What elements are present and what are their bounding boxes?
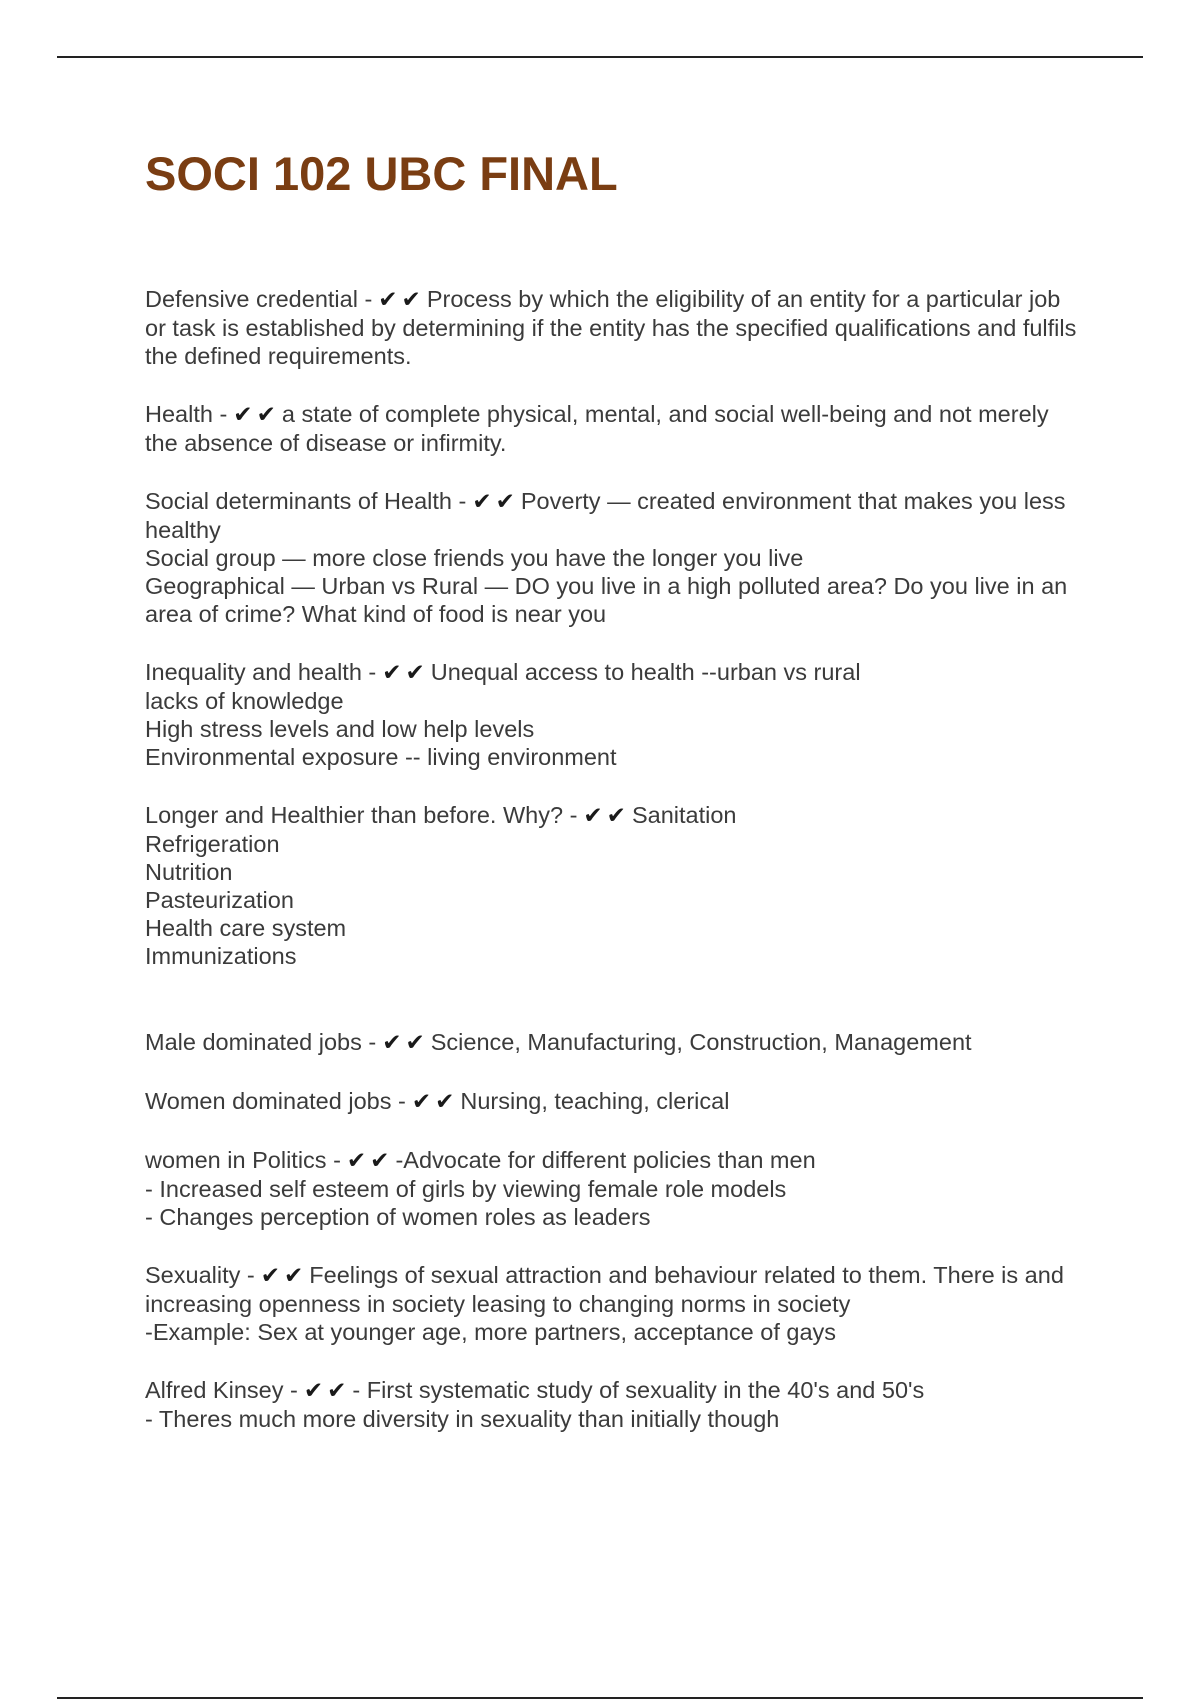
entry-definition-line: Unequal access to health --urban vs rural — [430, 659, 861, 685]
flashcard-list — [145, 285, 1085, 1463]
entry-definition-line: - First systematic study of sexuality in the 40's and 50's — [352, 1377, 925, 1403]
entry-term: Alfred Kinsey - — [145, 1377, 298, 1403]
double-check-icon: ✔✔ — [411, 1089, 459, 1115]
entry-definition-line: Nutrition — [145, 859, 233, 885]
flashcard-entry — [145, 285, 1085, 370]
double-check-icon: ✔✔ — [260, 1263, 308, 1289]
entry-definition-line: - Increased self esteem of girls by viewing female role models — [145, 1176, 787, 1202]
double-check-icon: ✔✔ — [583, 803, 630, 829]
flashcard-entry — [145, 1376, 1085, 1433]
double-check-icon: ✔✔ — [233, 402, 280, 428]
entry-term: Male dominated jobs - — [145, 1029, 377, 1055]
entry-definition-line: Health care system — [145, 915, 347, 941]
flashcard-entry — [145, 801, 1085, 970]
entry-definition-line: - Changes perception of women roles as leaders — [145, 1204, 651, 1230]
flashcard-entry — [145, 1028, 1085, 1057]
entry-term: Inequality and health - — [145, 659, 377, 685]
footer-rule — [57, 1697, 1143, 1699]
entry-term: Social determinants of Health - — [145, 488, 467, 514]
entry-definition-line: Sanitation — [631, 802, 737, 828]
flashcard-entry — [145, 1261, 1085, 1346]
entry-definition-line: Nursing, teaching, clerical — [460, 1088, 730, 1114]
flashcard-entry — [145, 400, 1085, 457]
entry-term: women in Politics - — [145, 1147, 341, 1173]
entry-definition-line: Pasteurization — [145, 887, 294, 913]
entry-term: Longer and Healthier than before. Why? - — [145, 802, 578, 828]
entry-definition-line: Environmental exposure -- living environment — [145, 744, 617, 770]
double-check-icon: ✔✔ — [382, 1030, 429, 1056]
double-check-icon: ✔✔ — [303, 1378, 351, 1404]
double-check-icon: ✔✔ — [378, 287, 425, 313]
entry-definition-line: Science, Manufacturing, Construction, Management — [430, 1029, 972, 1055]
entry-term: Sexuality - — [145, 1262, 255, 1288]
entry-term: Defensive credential - — [145, 286, 373, 312]
entry-definition-line: Social group — more close friends you have the longer you live — [145, 545, 804, 571]
entry-definition-line: - Theres much more diversity in sexuality than initially though — [145, 1406, 780, 1432]
entry-definition-line: Immunizations — [145, 943, 297, 969]
entry-definition-line: a state of complete physical, mental, and social well-being and not merely the absence of disease or infirmity. — [145, 401, 1049, 456]
entry-term: Health - — [145, 401, 228, 427]
double-check-icon: ✔✔ — [346, 1148, 394, 1174]
entry-definition-line: Process by which the eligibility of an entity for a particular job or task is established by determining if the entity has the specified qualifications and fulfils the defined requirements. — [145, 286, 1077, 369]
flashcard-entry — [145, 1087, 1085, 1116]
flashcard-entry — [145, 658, 1085, 771]
header-rule — [57, 56, 1143, 58]
double-check-icon: ✔✔ — [472, 489, 519, 515]
entry-definition-line: Geographical — Urban vs Rural — DO you live in a high polluted area? Do you live in an area of crime? What kind of food is near you — [145, 573, 1068, 627]
page-title: SOCI 102 UBC FINAL — [145, 147, 618, 200]
entry-definition-line: Poverty — created environment that makes you less healthy — [145, 488, 1066, 543]
entry-definition-line: -Advocate for different policies than men — [395, 1147, 816, 1173]
entry-definition-line: Feelings of sexual attraction and behaviour related to them. There is and increasing openness in society leasing to changing norms in society — [145, 1262, 1064, 1317]
flashcard-entry — [145, 487, 1085, 628]
entry-definition-line: lacks of knowledge — [145, 688, 344, 714]
entry-definition-line: -Example: Sex at younger age, more partners, acceptance of gays — [145, 1319, 837, 1345]
entry-definition-line: Refrigeration — [145, 831, 280, 857]
entry-definition-line: High stress levels and low help levels — [145, 716, 535, 742]
flashcard-entry — [145, 1146, 1085, 1231]
double-check-icon: ✔✔ — [382, 660, 429, 686]
entry-term: Women dominated jobs - — [145, 1088, 406, 1114]
